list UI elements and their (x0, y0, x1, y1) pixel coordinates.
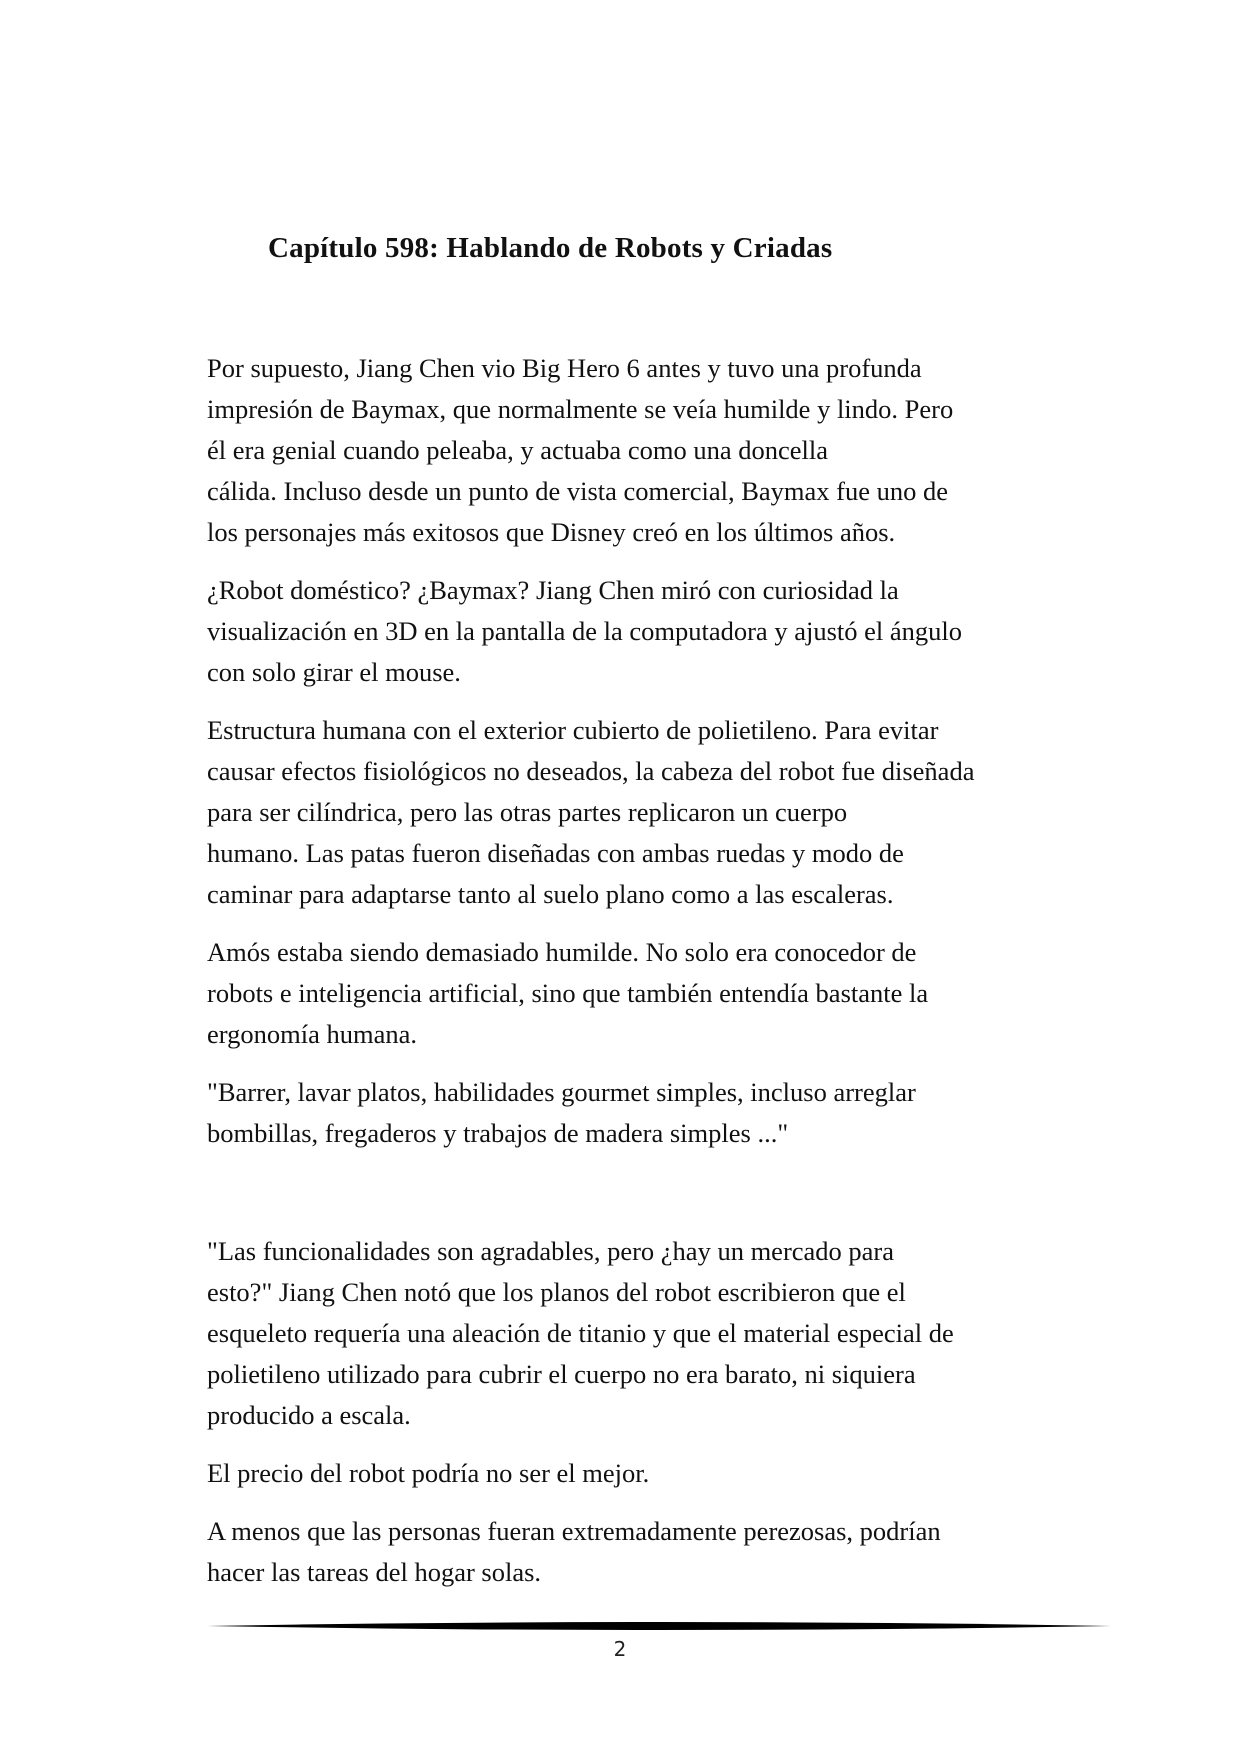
text-line: polietileno utilizado para cubrir el cuerpo no era barato, ni siquiera (207, 1359, 916, 1389)
text-line: él era genial cuando peleaba, y actuaba como una doncella (207, 435, 828, 465)
text-line: A menos que las personas fueran extremadamente perezosas, podrían (207, 1516, 941, 1546)
paragraph-gap (207, 1171, 1077, 1231)
text-line: robots e inteligencia artificial, sino que también entendía bastante la (207, 978, 929, 1008)
paragraph (207, 1453, 1077, 1494)
paragraph (207, 1231, 1077, 1436)
text-line: bombillas, fregaderos y trabajos de madera simples ..." (207, 1118, 789, 1148)
page-number: 2 (613, 1637, 627, 1661)
paragraph (207, 348, 1077, 553)
text-line: caminar para adaptarse tanto al suelo plano como a las escaleras. (207, 879, 894, 909)
text-line: impresión de Baymax, que normalmente se veía humilde y lindo. Pero (207, 394, 954, 424)
text-line: esqueleto requería una aleación de titanio y que el material especial de (207, 1318, 954, 1348)
text-line: ¿Robot doméstico? ¿Baymax? Jiang Chen miró con curiosidad la (207, 575, 899, 605)
text-line: esto?" Jiang Chen notó que los planos del robot escribieron que el (207, 1277, 906, 1307)
text-line: humano. Las patas fueron diseñadas con ambas ruedas y modo de (207, 838, 904, 868)
text-line: hacer las tareas del hogar solas. (207, 1557, 542, 1587)
text-line: visualización en 3D en la pantalla de la computadora y ajustó el ángulo (207, 616, 962, 646)
text-line: producido a escala. (207, 1400, 411, 1430)
text-line: Estructura humana con el exterior cubierto de polietileno. Para evitar (207, 715, 939, 745)
text-line: El precio del robot podría no ser el mejor. (207, 1458, 650, 1488)
paragraph (207, 932, 1077, 1055)
text-line: los personajes más exitosos que Disney creó en los últimos años. (207, 517, 896, 547)
text-line: causar efectos fisiológicos no deseados, la cabeza del robot fue diseñada (207, 756, 975, 786)
chapter-title: Capítulo 598: Hablando de Robots y Criadas (268, 232, 833, 264)
text-line: Por supuesto, Jiang Chen vio Big Hero 6 antes y tuvo una profunda (207, 353, 922, 383)
text-line: con solo girar el mouse. (207, 657, 461, 687)
paragraph (207, 570, 1077, 693)
text-line: para ser cilíndrica, pero las otras partes replicaron un cuerpo (207, 797, 848, 827)
paragraph (207, 1072, 1077, 1154)
paragraph (207, 710, 1077, 915)
text-line: ergonomía humana. (207, 1019, 417, 1049)
body-text (207, 348, 1077, 1610)
footer-divider (207, 1620, 1111, 1632)
text-line: cálida. Incluso desde un punto de vista comercial, Baymax fue uno de (207, 476, 949, 506)
text-line: "Barrer, lavar platos, habilidades gourmet simples, incluso arreglar (207, 1077, 916, 1107)
text-line: "Las funcionalidades son agradables, pero ¿hay un mercado para (207, 1236, 895, 1266)
text-line: Amós estaba siendo demasiado humilde. No solo era conocedor de (207, 937, 917, 967)
paragraph (207, 1511, 1077, 1593)
